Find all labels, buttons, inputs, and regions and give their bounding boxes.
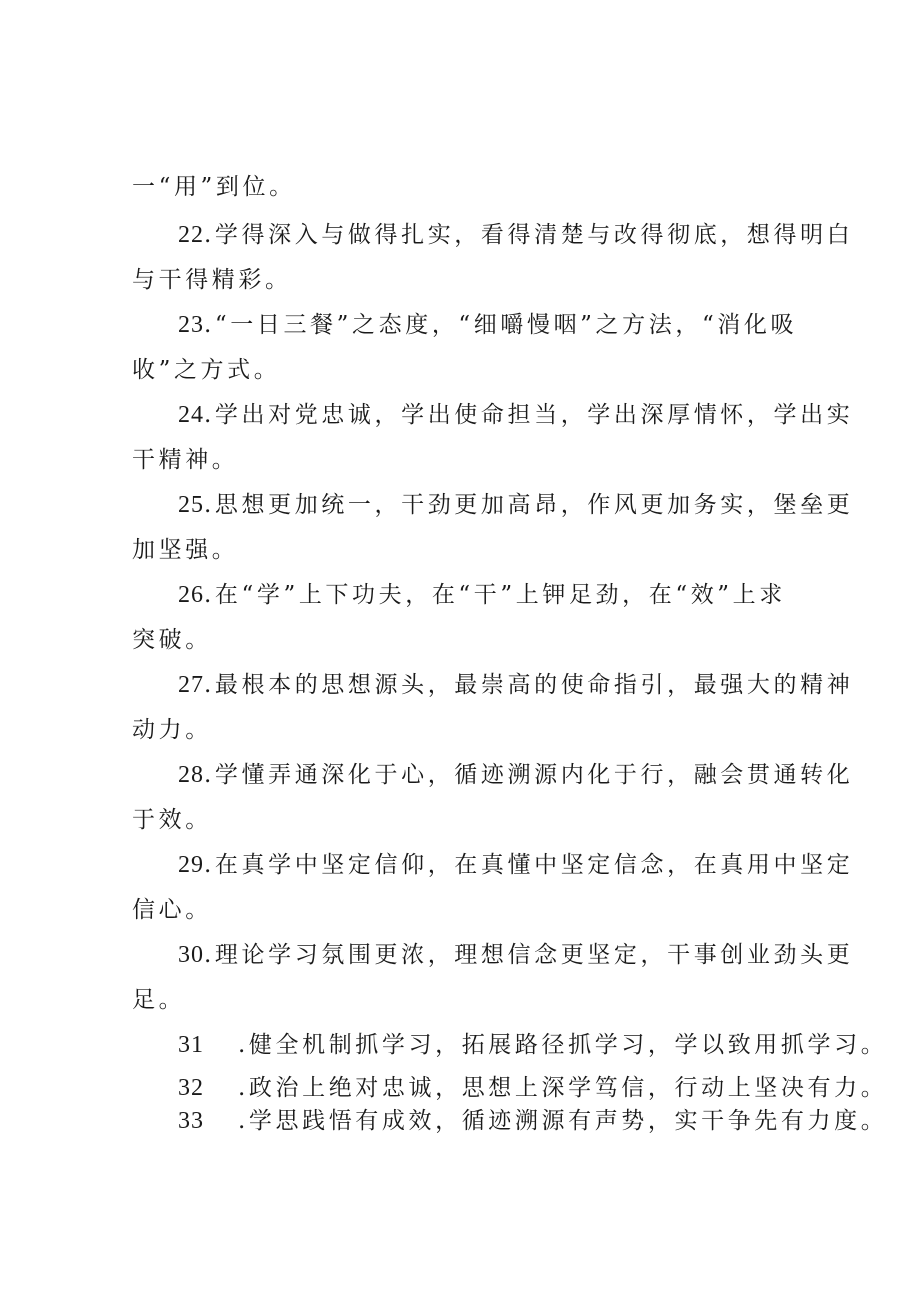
item-number: 27	[178, 672, 204, 698]
item-number: 24	[178, 402, 204, 428]
list-item-32	[178, 1071, 888, 1105]
list-item-25	[178, 488, 854, 522]
list-item-26	[178, 578, 848, 612]
item-text-line2: 足。	[132, 987, 186, 1013]
item-number: 25	[178, 492, 204, 518]
item-text-line1: .“一日三餐”之态度，“细嚼慢咽”之方法，“消化吸	[204, 312, 798, 338]
list-item-22	[178, 218, 854, 252]
item-text-line2: 信心。	[132, 897, 212, 923]
list-item-30	[178, 938, 854, 972]
item-number: 23	[178, 312, 204, 338]
item-number: 31	[178, 1032, 204, 1058]
item-text-line1: .政治上绝对忠诚，思想上深学笃信，行动上坚决有力。	[238, 1075, 888, 1101]
item-text-line1: .思想更加统一，干劲更加高昂，作风更加务实，堡垒更	[204, 492, 854, 518]
list-item-29	[178, 848, 854, 882]
list-item-31	[178, 1028, 888, 1062]
item-text-line2: 干精神。	[132, 447, 239, 473]
item-text-line1: .学思践悟有成效，循迹溯源有声势，实干争先有力度。	[238, 1108, 888, 1134]
item-text-line2: 加坚强。	[132, 537, 239, 563]
item-text-line1: .在真学中坚定信仰，在真懂中坚定信念，在真用中坚定	[204, 852, 854, 878]
list-item-24	[178, 398, 854, 432]
item-text-line1: .学得深入与做得扎实，看得清楚与改得彻底，想得明白	[204, 222, 854, 248]
list-item-23	[178, 308, 848, 342]
list-item-27	[178, 668, 854, 702]
item-text-line1: .理论学习氛围更浓，理想信念更坚定，干事创业劲头更	[204, 942, 854, 968]
item-text-line1: .学出对党忠诚，学出使命担当，学出深厚情怀，学出实	[204, 402, 854, 428]
continuation-text: 一“用”到位。	[132, 174, 296, 200]
item-text-line1: .在“学”上下功夫，在“干”上钾足劲，在“效”上求	[204, 582, 786, 608]
item-text-line2: 与干得精彩。	[132, 267, 292, 293]
item-number: 33	[178, 1108, 204, 1134]
item-text-line2: 收”之方式。	[132, 357, 281, 383]
item-text-line1: .最根本的思想源头，最崇高的使命指引，最强大的精神	[204, 672, 854, 698]
list-item-33	[178, 1104, 888, 1138]
item-text-line2: 于效。	[132, 807, 212, 833]
item-number: 29	[178, 852, 204, 878]
item-text-line2: 动力。	[132, 717, 212, 743]
item-number: 26	[178, 582, 204, 608]
item-text-line1: .学懂弄通深化于心，循迹溯源内化于行，融会贯通转化	[204, 762, 854, 788]
item-number: 28	[178, 762, 204, 788]
item-number: 32	[178, 1075, 204, 1101]
item-text-line1: .健全机制抓学习，拓展路径抓学习，学以致用抓学习。	[238, 1032, 888, 1058]
item-text-line2: 突破。	[132, 627, 212, 653]
item-number: 30	[178, 942, 204, 968]
list-item-28	[178, 758, 854, 792]
item-number: 22	[178, 222, 204, 248]
